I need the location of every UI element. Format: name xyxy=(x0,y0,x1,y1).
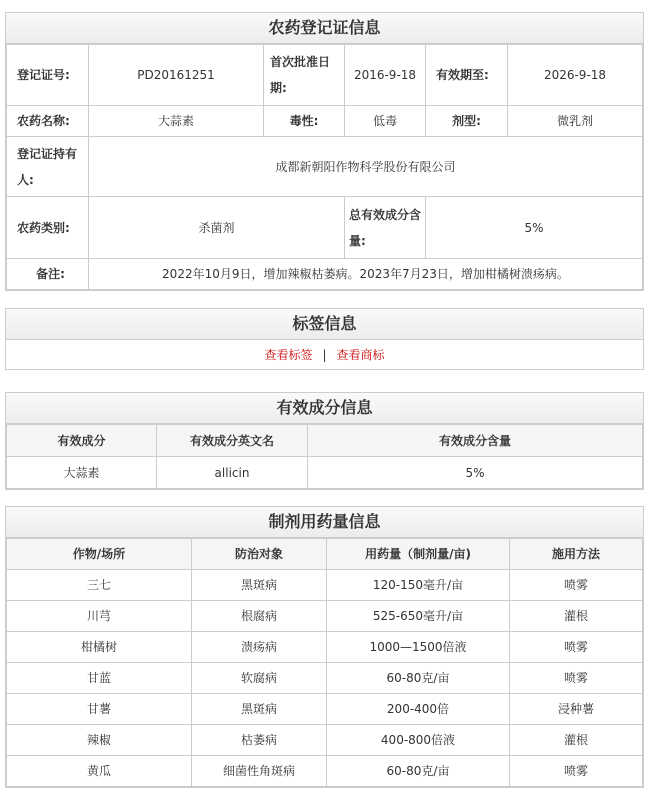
column-header: 有效成分英文名 xyxy=(157,425,308,457)
target-cell: 黑斑病 xyxy=(192,570,327,601)
separator: | xyxy=(322,348,327,362)
valid-until: 2026-9-18 xyxy=(508,45,643,106)
method-cell: 灌根 xyxy=(510,601,643,632)
formulation-label: 剂型: xyxy=(426,106,508,137)
target-cell: 溃疡病 xyxy=(192,632,327,663)
category: 杀菌剂 xyxy=(89,197,345,259)
target-cell: 根腐病 xyxy=(192,601,327,632)
reg-no-label: 登记证号: xyxy=(7,45,89,106)
column-header: 有效成分 xyxy=(7,425,157,457)
table-row xyxy=(7,663,643,694)
target-cell: 细菌性角斑病 xyxy=(192,756,327,787)
ingredient-english-name: allicin xyxy=(157,457,308,489)
ingredient-name: 大蒜素 xyxy=(7,457,157,489)
ingredients-table xyxy=(6,424,643,489)
dosage-cell: 60-80克/亩 xyxy=(327,663,510,694)
method-cell: 灌根 xyxy=(510,725,643,756)
dosage-section xyxy=(5,506,644,788)
dosage-cell: 60-80克/亩 xyxy=(327,756,510,787)
crop-cell: 黄瓜 xyxy=(7,756,192,787)
method-cell: 喷雾 xyxy=(510,632,643,663)
valid-until-label: 有效期至: xyxy=(426,45,508,106)
crop-cell: 三七 xyxy=(7,570,192,601)
table-row xyxy=(7,570,643,601)
table-row xyxy=(7,457,643,489)
dosage-table xyxy=(6,538,643,787)
dosage-cell: 200-400倍 xyxy=(327,694,510,725)
target-cell: 黑斑病 xyxy=(192,694,327,725)
total-content-label: 总有效成分含量: xyxy=(345,197,426,259)
crop-cell: 辣椒 xyxy=(7,725,192,756)
ingredient-content: 5% xyxy=(308,457,643,489)
view-label-link[interactable]: 查看标签 xyxy=(264,348,313,362)
dosage-cell: 400-800倍液 xyxy=(327,725,510,756)
toxicity: 低毒 xyxy=(345,106,426,137)
method-cell: 喷雾 xyxy=(510,570,643,601)
crop-cell: 柑橘树 xyxy=(7,632,192,663)
crop-cell: 甘薯 xyxy=(7,694,192,725)
holder-label: 登记证持有人: xyxy=(7,137,89,197)
dosage-cell: 1000—1500倍液 xyxy=(327,632,510,663)
toxicity-label: 毒性: xyxy=(264,106,345,137)
category-label: 农药类别: xyxy=(7,197,89,259)
table-row xyxy=(7,632,643,663)
column-header: 作物/场所 xyxy=(7,539,192,570)
registration-section xyxy=(5,12,644,291)
label-info-section xyxy=(5,308,644,370)
section-title: 有效成分信息 xyxy=(6,393,643,424)
holder: 成都新朝阳作物科学股份有限公司 xyxy=(89,137,643,197)
ingredients-section xyxy=(5,392,644,490)
section-title: 标签信息 xyxy=(6,309,643,340)
formulation: 微乳剂 xyxy=(508,106,643,137)
section-title: 制剂用药量信息 xyxy=(6,507,643,538)
column-header: 有效成分含量 xyxy=(308,425,643,457)
dosage-cell: 120-150毫升/亩 xyxy=(327,570,510,601)
crop-cell: 甘蓝 xyxy=(7,663,192,694)
first-approval: 2016-9-18 xyxy=(345,45,426,106)
reg-no: PD20161251 xyxy=(89,45,264,106)
table-row xyxy=(7,756,643,787)
target-cell: 枯萎病 xyxy=(192,725,327,756)
name-label: 农药名称: xyxy=(7,106,89,137)
target-cell: 软腐病 xyxy=(192,663,327,694)
pesticide-name: 大蒜素 xyxy=(89,106,264,137)
crop-cell: 川芎 xyxy=(7,601,192,632)
column-header: 防治对象 xyxy=(192,539,327,570)
method-cell: 喷雾 xyxy=(510,756,643,787)
column-header: 用药量（制剂量/亩) xyxy=(327,539,510,570)
table-row xyxy=(7,725,643,756)
remarks: 2022年10月9日，增加辣椒枯萎病。2023年7月23日，增加柑橘树溃疡病。 xyxy=(89,259,643,290)
registration-table xyxy=(6,44,643,290)
total-content: 5% xyxy=(426,197,643,259)
view-trademark-link[interactable]: 查看商标 xyxy=(336,348,385,362)
method-cell: 浸种薯 xyxy=(510,694,643,725)
column-header: 施用方法 xyxy=(510,539,643,570)
remarks-label: 备注: xyxy=(7,259,89,290)
section-title: 农药登记证信息 xyxy=(6,13,643,44)
table-row xyxy=(7,601,643,632)
first-approval-label: 首次批准日期: xyxy=(264,45,345,106)
table-row xyxy=(7,694,643,725)
dosage-cell: 525-650毫升/亩 xyxy=(327,601,510,632)
method-cell: 喷雾 xyxy=(510,663,643,694)
